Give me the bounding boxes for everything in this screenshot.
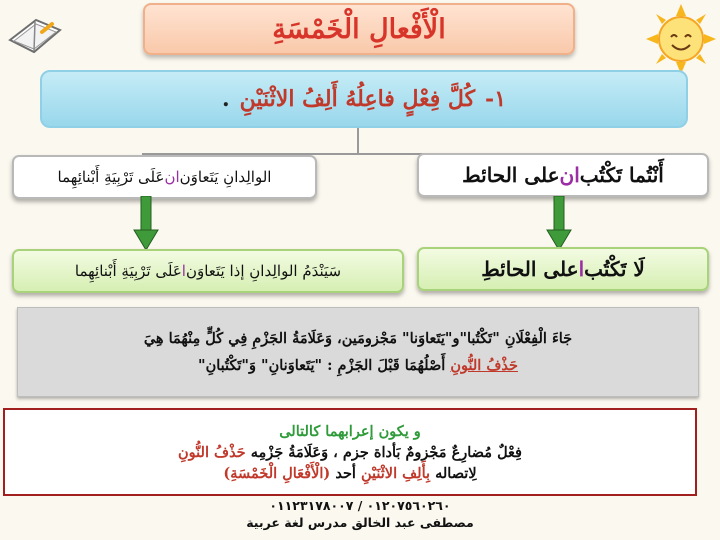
example-top-left [12,155,317,199]
example-highlight: ا [578,257,585,281]
down-arrow-icon [546,196,572,252]
irab-keyword: (الْأَفْعَالِ الْخَمْسَةِ) [223,464,331,482]
example-bottom-left [12,249,404,293]
irab-text: فِعْلٌ مُضارِعٌ مَجْزومٌ بَأداة جزم ، وَعَلَامَةُ جَزْمِه [245,443,522,461]
explanation-text: أَصْلُهُمَا قَبْلَ الجَزْمِ : "يَتَعاوَنانِ" وَ"تَكْتُبانِ" [198,357,451,374]
example-highlight: ان [559,163,580,187]
footer-author: مصطفى عبد الخالق مدرس لغة عربية [246,515,474,530]
explanation-line [198,357,518,374]
rule-number: ١- [485,86,507,112]
down-arrow-icon [133,196,159,252]
example-highlight: ا [181,262,186,280]
example-top-right [417,153,709,197]
irab-line [178,444,522,461]
example-text: عَلَى تَرْبِيَةِ أَبْنائِهِما [57,168,165,186]
irab-line [223,465,476,482]
example-text: سَيَنْدَمُ الوالِدانِ إذا يَتَعاوَن [185,262,342,280]
explanation-line: جَاءَ الْفِعْلَانِ "تَكْتُبا"و"يَتَعاوَنا" مَجْزومَين، وَعَلَامَةُ الجَزْمِ فِي كُلٍّ مِنْهُمَا هِيَ [143,330,573,347]
example-text: عَلَى تَرْبِيَةِ أَبْنائِهِما [74,262,182,280]
irab-heading: و يكون إعرابهما كالتالى [279,422,421,440]
rule-dot: . [221,86,230,112]
sun-icon [646,4,716,74]
page-title: الْأَفْعالِ الْخَمْسَةِ [143,3,575,55]
example-text: على الحائطِ [481,257,579,281]
example-bottom-right [417,247,709,291]
example-text: لَا تَكْتُب [584,257,645,281]
footer-phones: ٠١٢٠٧٥٦٠٢٦٠ / ٠١١٢٣١٧٨٠٠٧ [269,498,451,513]
irab-keyword: حَذْفُ النُّونِ [178,443,246,461]
example-text: أَنْتُما تَكْتُب [579,163,664,187]
irab-text: لِاتصاله [430,464,477,482]
rule-box [40,70,688,128]
explanation-box [17,307,699,397]
rule-text: كُلَّ فِعْلٍ فاعِلُهُ أَلِفُ الاثْنَيْنِ [239,86,476,112]
connector-line [357,128,359,154]
explanation-keyword: حَذْفُ النُّونِ [450,357,518,374]
irab-box [3,408,697,496]
example-highlight: ان [164,168,180,186]
irab-text: أحد [330,464,361,482]
book-icon [6,12,64,56]
example-text: على الحائط [462,163,560,187]
example-text: الوالِدانِ يَتَعاوَن [179,168,272,186]
irab-keyword: بِأَلِفِ الاثْنَيْنِ [360,464,431,482]
